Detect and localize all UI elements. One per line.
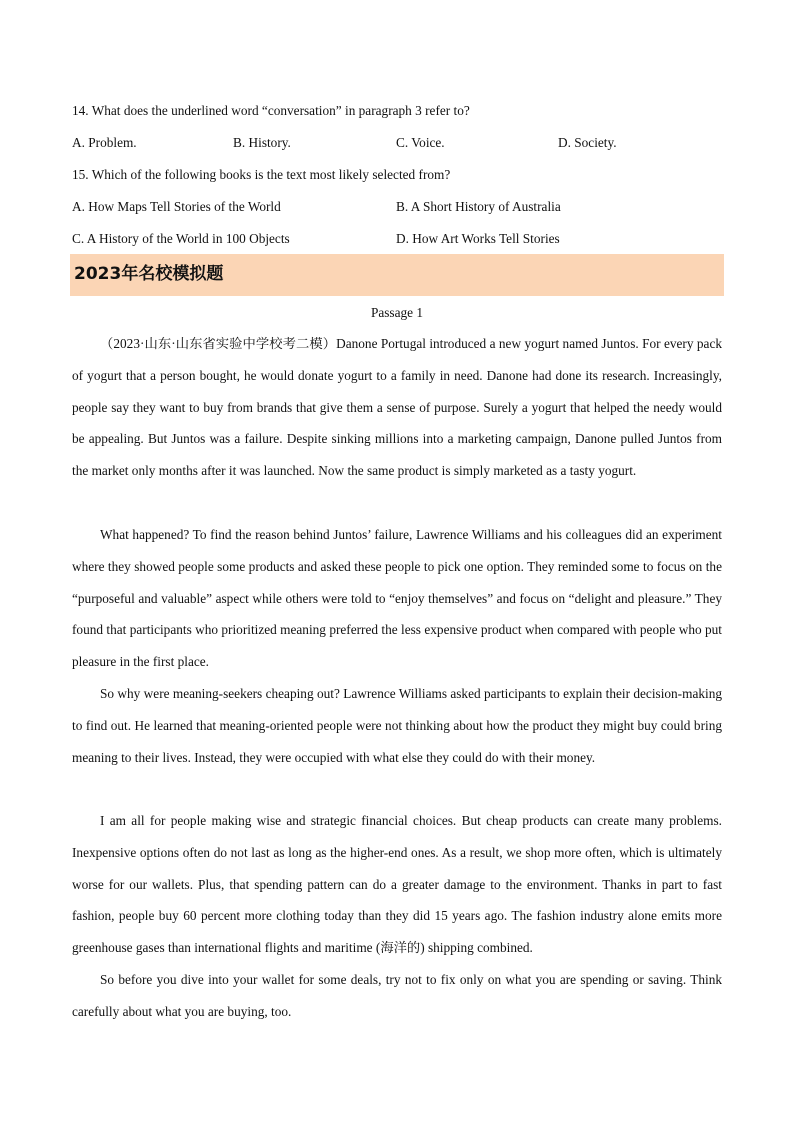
paragraph-4: I am all for people making wise and strategic financial choices. But cheap products can create many problems. Inexpensive options often do not last as long as the higher-end ones. As a result, we shop more often, which is ultimately worse for our wallets. Plus, that spending pattern can do a greater damage to the environment. Thanks in part to fast fashion, people buy 60 percent more clothing today than they did 15 years ago. The fashion industry alone emits more greenhouse gases than international flights and maritime (海洋的) shipping combined. bbox=[72, 813, 722, 956]
paragraph-2: What happened? To find the reason behind Juntos’ failure, Lawrence Williams and his colleagues did an experiment where they showed people some products and asked these people to pick one option. They reminded some to focus on the “purposeful and valuable” aspect while others were told to “enjoy themselves” and focus on “delight and pleasure.” They found that participants who prioritized meaning preferred the less expensive product when compared with people who put pleasure in the first place. bbox=[72, 527, 722, 670]
option-14-c: C. Voice. bbox=[396, 135, 445, 150]
section-title: 2023年名校模拟题 bbox=[74, 264, 224, 284]
paragraph-3: So why were meaning-seekers cheaping out? Lawrence Williams asked participants to explain their decision-making to find out. He learned that meaning-oriented people were not thinking about how the product they might buy could bring meaning to their lives. Instead, they were occupied with what else they could do with their money. bbox=[72, 686, 722, 765]
option-15-a: A. How Maps Tell Stories of the World bbox=[72, 199, 281, 214]
paragraph-5: So before you dive into your wallet for some deals, try not to fix only on what you are spending or saving. Think carefully about what you are buying, too. bbox=[72, 972, 722, 1019]
option-15-b: B. A Short History of Australia bbox=[396, 199, 561, 214]
question-15: 15. Which of the following books is the text most likely selected from? bbox=[72, 167, 451, 182]
section-banner bbox=[70, 254, 724, 296]
option-15-d: D. How Art Works Tell Stories bbox=[396, 231, 560, 246]
option-14-d: D. Society. bbox=[558, 135, 617, 150]
question-14: 14. What does the underlined word “conversation” in paragraph 3 refer to? bbox=[72, 103, 470, 118]
option-15-c: C. A History of the World in 100 Objects bbox=[72, 231, 290, 246]
paragraph-1: （2023·山东·山东省实验中学校考二模）Danone Portugal introduced a new yogurt named Juntos. For every pack of yogurt that a person bought, he would donate yogurt to a family in need. Danone had done its research. Increasingly, people say they want to buy from brands that give them a sense of purpose. Surely a yogurt that helped the needy would be appealing. But Juntos was a failure. Despite sinking millions into a marketing campaign, Danone pulled Juntos from the market only months after it was launched. Now the same product is simply marketed as a tasty yogurt. bbox=[72, 336, 722, 479]
option-14-b: B. History. bbox=[233, 135, 291, 150]
passage-title: Passage 1 bbox=[370, 305, 424, 320]
option-14-a: A. Problem. bbox=[72, 135, 137, 150]
